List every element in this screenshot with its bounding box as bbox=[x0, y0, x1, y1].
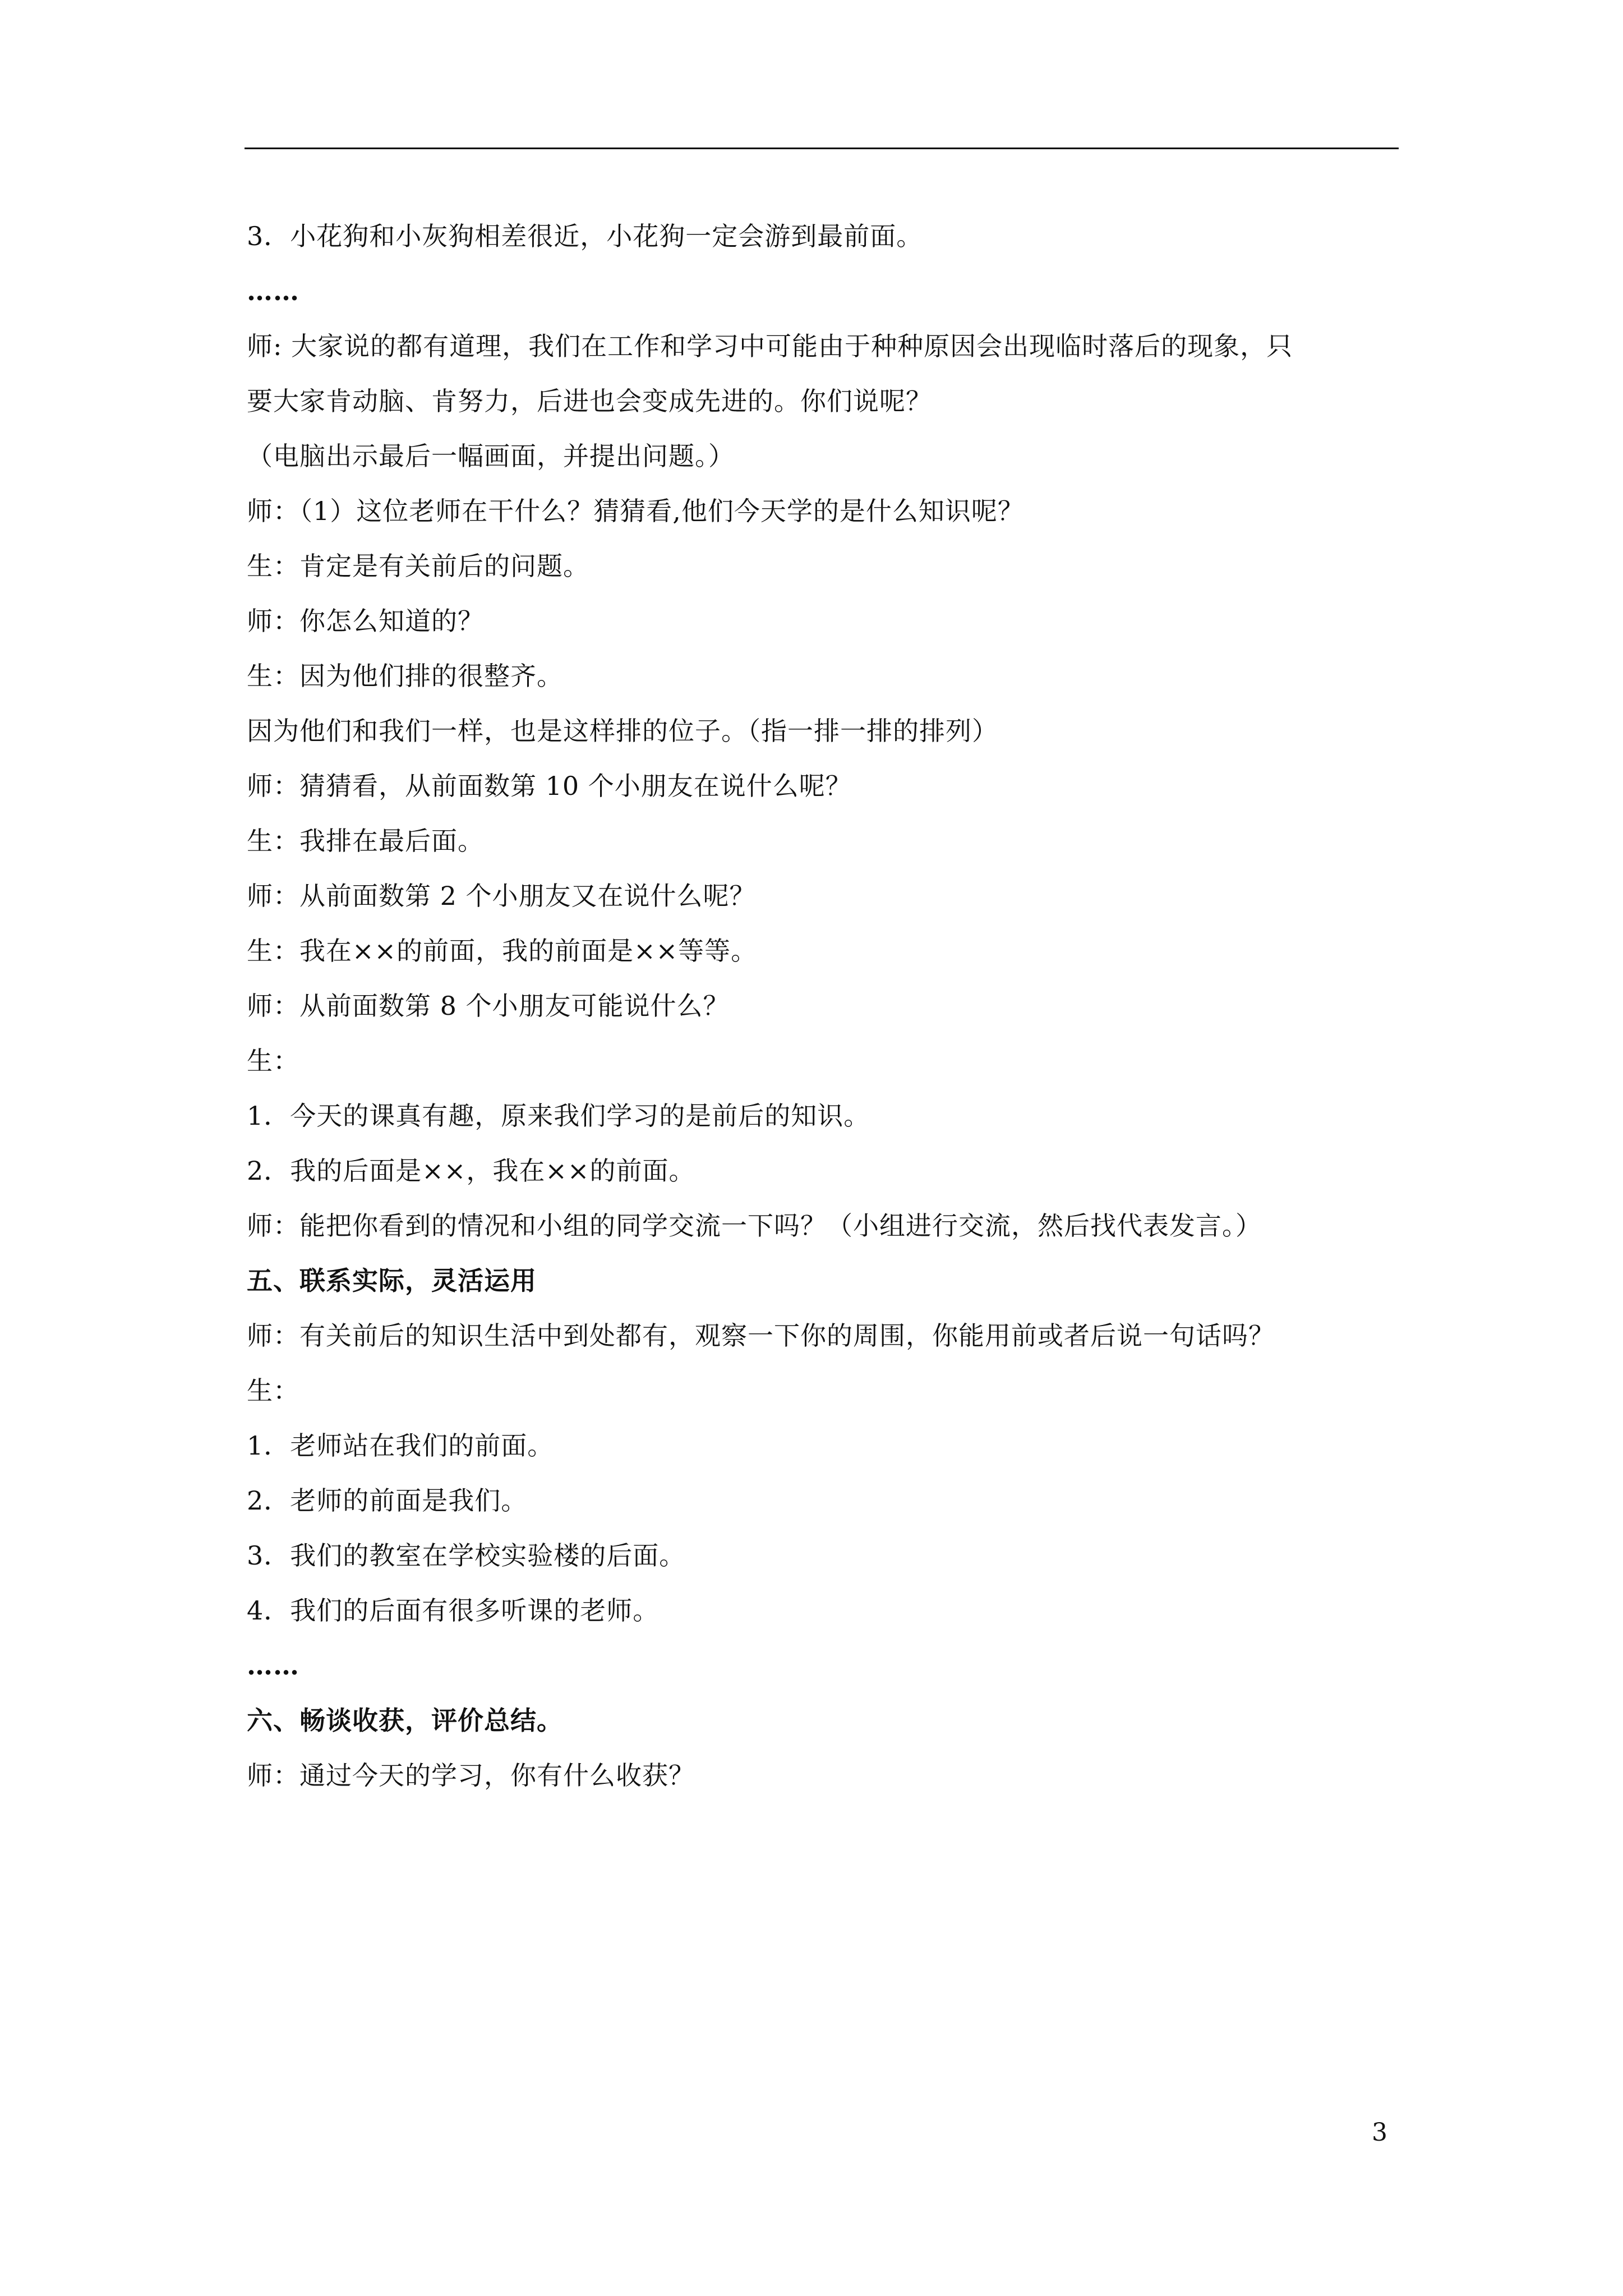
ellipsis-line: …… bbox=[247, 276, 299, 306]
section-heading: 六、畅谈收获，评价总结。 bbox=[247, 1705, 563, 1736]
text-line: 生：我在××的前面，我的前面是××等等。 bbox=[247, 936, 758, 966]
text-line: 因为他们和我们一样，也是这样排的位子。（指一排一排的排列） bbox=[247, 716, 998, 746]
page-number: 3 bbox=[1372, 2118, 1387, 2147]
text-line: 3．我们的教室在学校实验楼的后面。 bbox=[247, 1540, 686, 1571]
text-line: 师：你怎么知道的？ bbox=[247, 606, 484, 636]
text-line: 2．我的后面是××，我在××的前面。 bbox=[247, 1156, 695, 1186]
text-line: 师：通过今天的学习，你有什么收获？ bbox=[247, 1760, 695, 1791]
text-line: 生： bbox=[247, 1375, 299, 1406]
text-line: 师：猜猜看，从前面数第 10 个小朋友在说什么呢？ bbox=[247, 771, 852, 801]
text-line: 生：肯定是有关前后的问题。 bbox=[247, 551, 589, 581]
ellipsis-line: …… bbox=[247, 1650, 299, 1681]
text-line: 师：能把你看到的情况和小组的同学交流一下吗？（小组进行交流，然后找代表发言。） bbox=[247, 1211, 1262, 1241]
text-line: 师: 大家说的都有道理，我们在工作和学习中可能由于种种原因会出现临时落后的现象，只 bbox=[247, 331, 1293, 361]
text-line: 1．老师站在我们的前面。 bbox=[247, 1430, 554, 1461]
text-line: （电脑出示最后一幅画面，并提出问题。） bbox=[247, 441, 735, 471]
text-line: 3．小花狗和小灰狗相差很近，小花狗一定会游到最前面。 bbox=[247, 221, 923, 251]
text-line: 2．老师的前面是我们。 bbox=[247, 1485, 528, 1516]
text-line: 生： bbox=[247, 1046, 299, 1076]
text-line: 1．今天的课真有趣，原来我们学习的是前后的知识。 bbox=[247, 1101, 870, 1131]
document-body bbox=[247, 209, 1402, 1803]
text-line: 师：有关前后的知识生活中到处都有，观察一下你的周围，你能用前或者后说一句话吗？ bbox=[247, 1320, 1275, 1351]
text-line: 师：从前面数第 2 个小朋友又在说什么呢？ bbox=[247, 881, 756, 911]
text-line: 要大家肯动脑、肯努力，后进也会变成先进的。你们说呢？ bbox=[247, 386, 932, 416]
text-line: 生：我排在最后面。 bbox=[247, 826, 484, 856]
text-line: 生：因为他们排的很整齐。 bbox=[247, 661, 563, 691]
text-line: 师：从前面数第 8 个小朋友可能说什么？ bbox=[247, 991, 730, 1021]
header-rule bbox=[245, 148, 1399, 149]
section-heading: 五、联系实际，灵活运用 bbox=[247, 1266, 537, 1296]
text-line: 师：（1）这位老师在干什么？猜猜看,他们今天学的是什么知识呢？ bbox=[247, 496, 1024, 526]
text-line: 4．我们的后面有很多听课的老师。 bbox=[247, 1595, 660, 1626]
